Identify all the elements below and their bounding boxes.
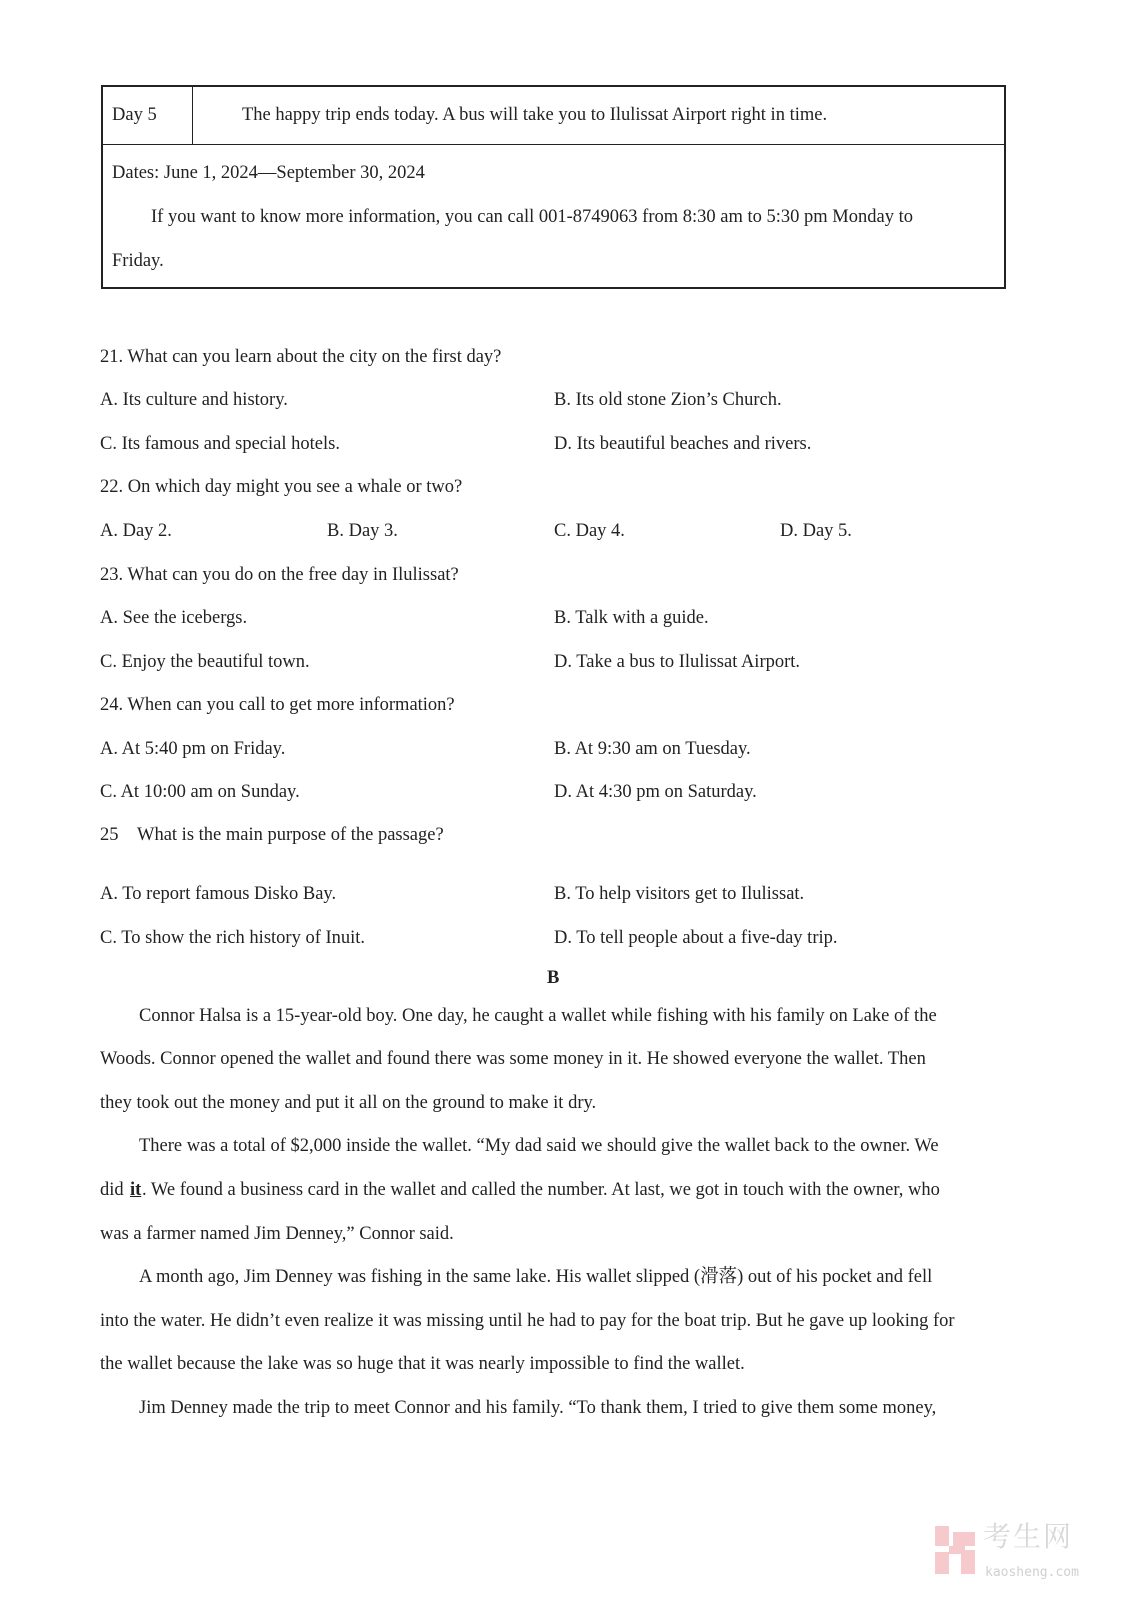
table-dates: Dates: June 1, 2024—September 30, 2024	[112, 163, 425, 183]
option: A. To report famous Disko Bay.	[100, 884, 337, 904]
table-day-text: The happy trip ends today. A bus will take you to Ilulissat Airport right in time.	[242, 105, 828, 125]
passage-line: There was a total of $2,000 inside the wallet. “My dad said we should give the wallet back to the owner. We	[139, 1136, 939, 1156]
table-info: Friday.	[112, 251, 164, 271]
option: C. At 10:00 am on Sunday.	[100, 782, 300, 802]
passage-line: the wallet because the lake was so huge that it was nearly impossible to find the wallet.	[100, 1354, 745, 1374]
option: A. Its culture and history.	[100, 390, 288, 410]
passage-line: was a farmer named Jim Denney,” Connor said.	[100, 1224, 454, 1244]
table-day-label: Day 5	[112, 105, 157, 125]
option: D. Take a bus to Ilulissat Airport.	[554, 652, 801, 672]
option: B. At 9:30 am on Tuesday.	[554, 739, 751, 759]
section-heading: B	[547, 968, 560, 988]
passage-line: Woods. Connor opened the wallet and found there was some money in it. He showed everyone the wallet. Then	[100, 1049, 926, 1069]
passage-line: A month ago, Jim Denney was fishing in the same lake. His wallet slipped (滑落) out of his pocket and fell	[139, 1267, 933, 1287]
watermark	[935, 1520, 1105, 1586]
question-25: 25 What is the main purpose of the passage?	[100, 825, 444, 845]
underlined-word: it	[130, 1180, 142, 1200]
option: C. Day 4.	[554, 521, 625, 541]
option: B. Day 3.	[327, 521, 398, 541]
option: B. To help visitors get to Ilulissat.	[554, 884, 805, 904]
table-info: If you want to know more information, you can call 001-8749063 from 8:30 am to 5:30 pm Monday to	[151, 207, 913, 227]
table-divider	[103, 144, 1004, 145]
option: A. Day 2.	[100, 521, 172, 541]
option: B. Its old stone Zion’s Church.	[554, 390, 782, 410]
option: A. At 5:40 pm on Friday.	[100, 739, 286, 759]
option: D. To tell people about a five-day trip.	[554, 928, 838, 948]
option: A. See the icebergs.	[100, 608, 248, 628]
passage-text: did	[100, 1180, 124, 1200]
option: D. Its beautiful beaches and rivers.	[554, 434, 812, 454]
watermark-logo-icon	[935, 1526, 975, 1574]
question-22: 22. On which day might you see a whale or two?	[100, 477, 463, 497]
passage-line: Connor Halsa is a 15-year-old boy. One day, he caught a wallet while fishing with his family on Lake of the	[139, 1006, 937, 1026]
passage-line: Jim Denney made the trip to meet Connor and his family. “To thank them, I tried to give them some money,	[139, 1398, 937, 1418]
passage-line: they took out the money and put it all on the ground to make it dry.	[100, 1093, 597, 1113]
option: D. Day 5.	[780, 521, 852, 541]
option: C. Enjoy the beautiful town.	[100, 652, 310, 672]
passage-line: into the water. He didn’t even realize it was missing until he had to pay for the boat trip. But he gave up looking for	[100, 1311, 955, 1331]
watermark-en: kaosheng.com	[985, 1565, 1079, 1580]
question-23: 23. What can you do on the free day in Ilulissat?	[100, 565, 459, 585]
table-divider	[192, 87, 193, 144]
option: B. Talk with a guide.	[554, 608, 709, 628]
option: C. To show the rich history of Inuit.	[100, 928, 366, 948]
watermark-cn: 考生网	[983, 1520, 1074, 1553]
passage-text: . We found a business card in the wallet and called the number. At last, we got in touch with the owner, who	[142, 1180, 940, 1200]
option: D. At 4:30 pm on Saturday.	[554, 782, 757, 802]
option: C. Its famous and special hotels.	[100, 434, 340, 454]
question-21: 21. What can you learn about the city on the first day?	[100, 347, 502, 367]
question-24: 24. When can you call to get more information?	[100, 695, 455, 715]
